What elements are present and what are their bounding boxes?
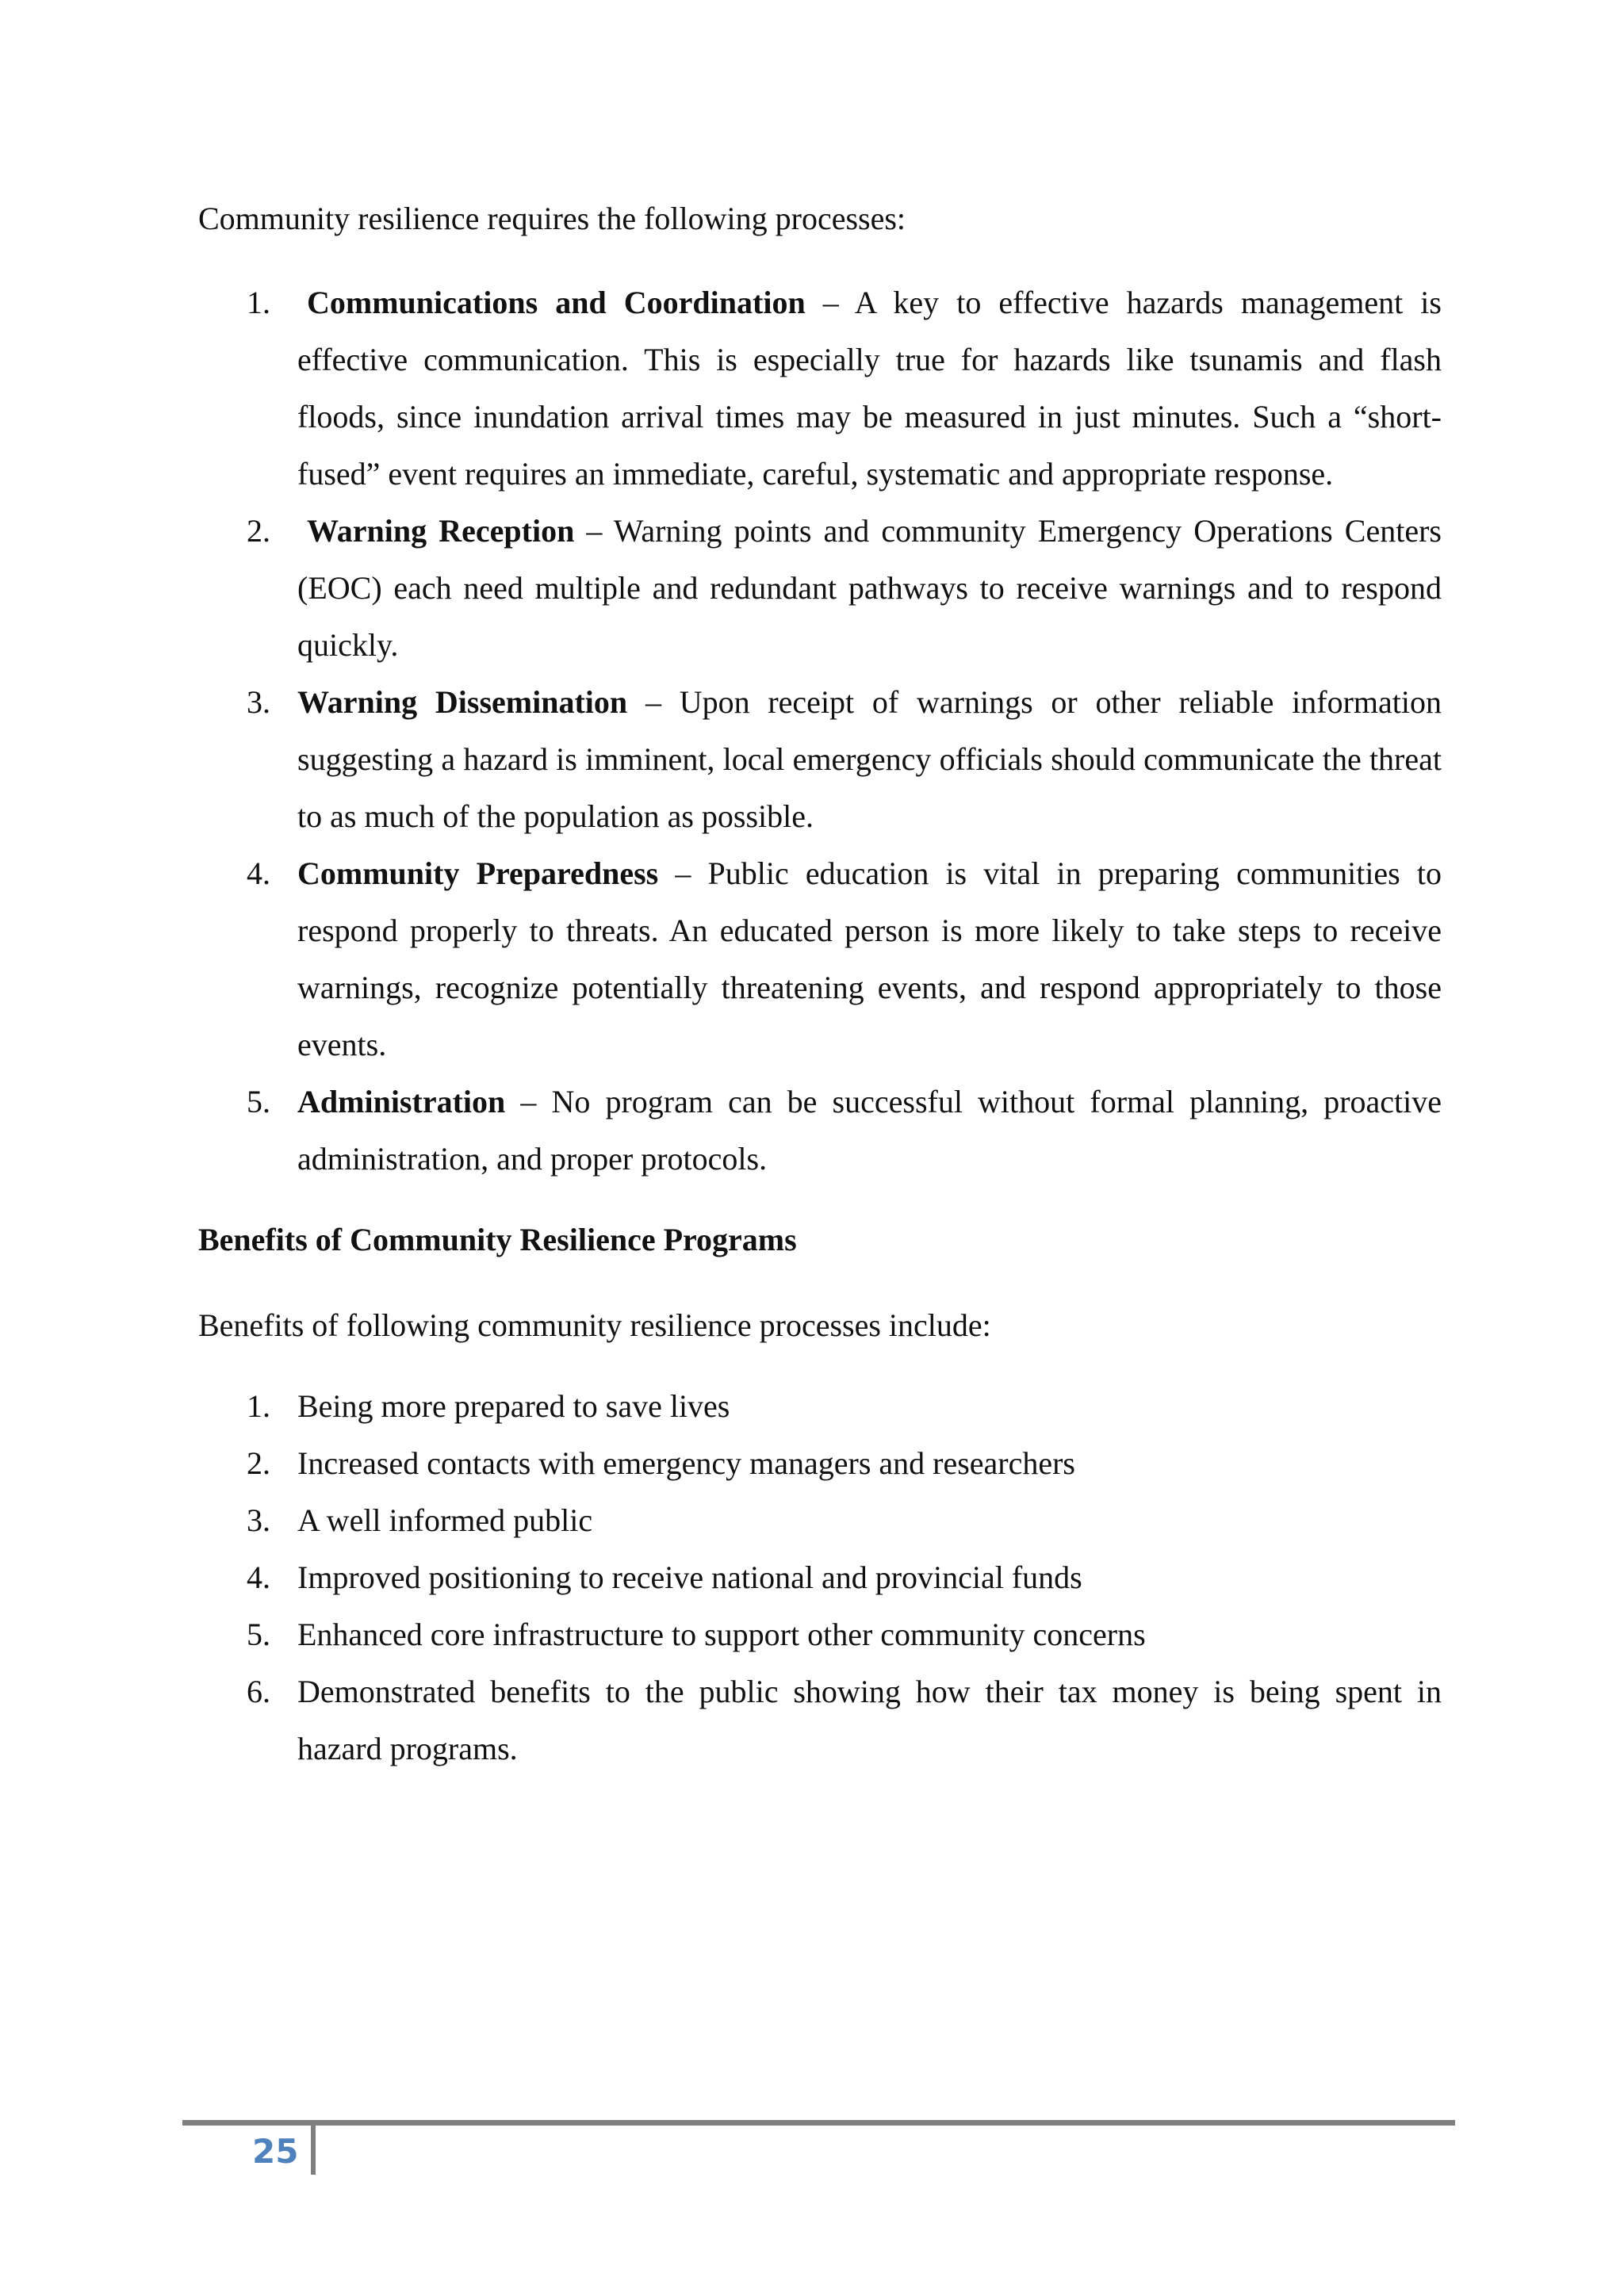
list-text: Being more prepared to save lives (297, 1388, 730, 1424)
list-number: 3. (247, 684, 270, 720)
list-text: – Public education is vital in preparing communities to respond properly to threats. An educated person is more likely to take steps to receive warnings, recognize potentially threatening events, and respond appropriately to those events. (297, 855, 1442, 1062)
list-item (198, 503, 1442, 674)
page-number: 25 (252, 2132, 299, 2171)
list-number: 4. (247, 1559, 270, 1595)
list-term: Community Preparedness (297, 855, 659, 891)
list-term: Warning Reception (307, 513, 575, 549)
footer-divider (311, 2126, 316, 2175)
list-number: 1. (247, 285, 270, 320)
footer-rule (182, 2120, 1455, 2126)
list-text: A well informed public (297, 1502, 593, 1538)
list-term: Communications and Coordination (307, 285, 806, 320)
list-item (198, 1073, 1442, 1188)
process-list (198, 274, 1442, 1188)
list-item (198, 1663, 1442, 1777)
list-item (198, 845, 1442, 1073)
list-term: Warning Dissemination (297, 684, 628, 720)
list-number: 1. (247, 1388, 270, 1424)
list-text: Enhanced core infrastructure to support other community concerns (297, 1617, 1146, 1652)
list-item (198, 1378, 1442, 1435)
list-number: 3. (247, 1502, 270, 1538)
list-text: Demonstrated benefits to the public showing how their tax money is being spent in hazard programs. (297, 1674, 1442, 1766)
list-number: 5. (247, 1617, 270, 1652)
list-number: 2. (247, 513, 270, 549)
benefits-list (198, 1378, 1442, 1777)
list-text: – Warning points and community Emergency Operations Centers (EOC) each need multiple and redundant pathways to receive warnings and to respond quickly. (297, 513, 1442, 663)
list-item (198, 1435, 1442, 1492)
list-item (198, 1549, 1442, 1606)
list-number: 2. (247, 1445, 270, 1481)
list-item (198, 1606, 1442, 1663)
list-item (198, 674, 1442, 845)
list-item (198, 1492, 1442, 1549)
section-heading: Benefits of Community Resilience Programs (198, 1222, 797, 1257)
list-text: Increased contacts with emergency managers and researchers (297, 1445, 1075, 1481)
list-number: 5. (247, 1084, 270, 1119)
list-number: 6. (247, 1674, 270, 1709)
list-text: – No program can be successful without formal planning, proactive administration, and proper protocols. (297, 1084, 1442, 1177)
list-text: Improved positioning to receive national and provincial funds (297, 1559, 1082, 1595)
list-item (198, 274, 1442, 503)
list-number: 4. (247, 855, 270, 891)
list-text: – Upon receipt of warnings or other reliable information suggesting a hazard is imminent, local emergency officials should communicate the threat to as much of the population as possible. (297, 684, 1442, 834)
list-term: Administration (297, 1084, 506, 1119)
list-text: – A key to effective hazards management is effective communication. This is especially true for hazards like tsunamis and flash floods, since inundation arrival times may be measured in just minutes. Such a “short-fused” event requires an immediate, careful, systematic and appropriate response. (297, 285, 1442, 492)
intro-paragraph: Community resilience requires the following processes: (198, 201, 906, 236)
benefits-intro-paragraph: Benefits of following community resilience processes include: (198, 1307, 991, 1343)
